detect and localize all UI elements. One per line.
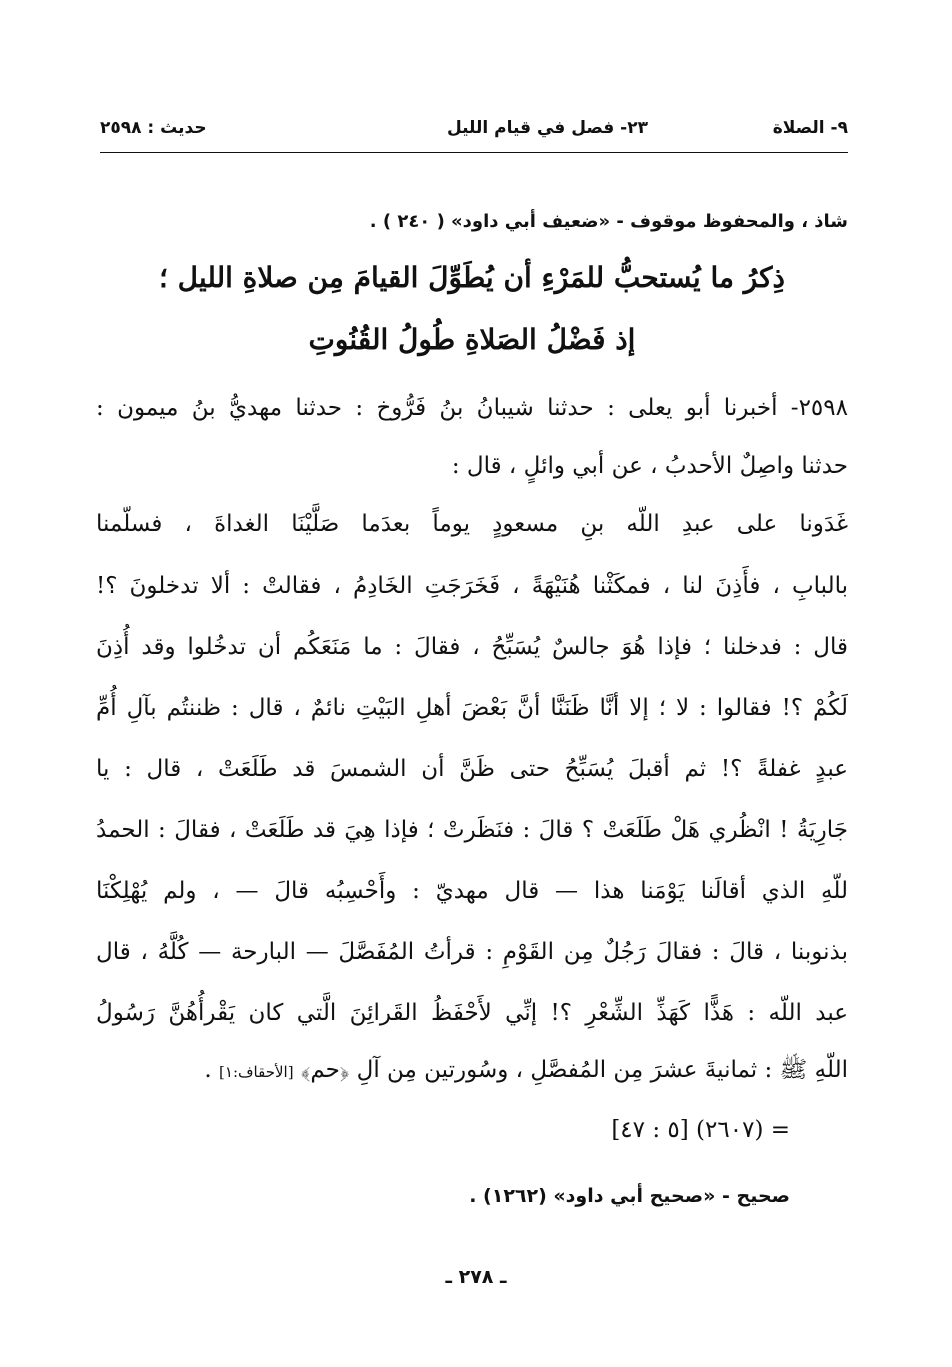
matn-line: بذنوبنا ، قالَ : فقالَ رَجُلٌ مِن القَوْمِ : قرأتُ المُفَصَّلَ — البارحة — كُلَّهُ ، قال <box>96 939 848 965</box>
header-rule <box>100 152 848 153</box>
running-header <box>100 110 848 144</box>
cross-reference: = (٢٦٠٧) [٥ : ٤٧] <box>611 1117 790 1143</box>
matn-line: عبدٍ غفلةً ؟! ثم أقبلَ يُسَبِّحُ حتى ظَنَّ أن الشمسَ قد طَلَعَتْ ، قال : يا <box>96 756 848 782</box>
isnad-line-2: حدثنا واصِلٌ الأحدبُ ، عن أبي وائلٍ ، قال : <box>451 453 848 479</box>
chapter-heading-line-2: إذ فَضْلُ الصَلاةِ طُولُ القُنُوتِ <box>308 323 636 356</box>
matn-line: عبد اللّه : هَذًّا كَهَذِّ الشِّعْرِ ؟! إنِّي لأَحْفَظُ القَرائِنَ الَّتي كان يَقْرأُهُنَّ رَسُولُ <box>96 1000 848 1026</box>
hadith-number: حديث : ٢٥٩٨ <box>100 118 207 138</box>
quran-reference: [الأحقاف:١] <box>219 1063 294 1081</box>
page-number: ـ ٢٧٨ ـ <box>445 1266 507 1288</box>
matn-line: قال : فدخلنا ؛ فإذا هُوَ جالسٌ يُسَبِّحُ ، فقالَ : ما مَنَعَكُم أن تدخُلوا وقد أُذِنَ <box>96 634 848 660</box>
isnad-line-1: ٢٥٩٨- أخبرنا أبو يعلى : حدثنا شيبانُ بنُ فَرُّوخ : حدثنا مهديُّ بنُ ميمون : <box>96 395 848 421</box>
chapter-heading-line-1: ذِكرُ ما يُستحبُّ للمَرْءِ أن يُطَوِّلَ القيامَ مِن صلاةِ الليل ؛ <box>159 261 785 294</box>
matn-final-line <box>96 1050 848 1092</box>
matn-line: لَكُمْ ؟! فقالوا : لا ؛ إلا أنَّا ظَنَنَّا أنَّ بَعْضَ أهلِ البَيْتِ نائمٌ ، قال : ظننتُم بآلِ أُمِّ <box>96 695 848 721</box>
matn-line: غَدَونا على عبدِ اللّه بنِ مسعودٍ يوماً بعدَما صَلَّيْنَا الغداةَ ، فسلّمنا <box>96 511 848 537</box>
matn-final-end: . <box>204 1057 212 1083</box>
matn-line: بالبابِ ، فأَذِنَ لنا ، فمكَثْنا هُنَيْهَةً ، فَخَرَجَتِ الخَادِمُ ، فقالتْ : ألا تدخلونَ ؟! <box>96 573 848 599</box>
authenticity-grade: صحيح - «صحيح أبي داود» (١٢٦٢) . <box>469 1185 790 1207</box>
chapter-title: ٩- الصلاة <box>772 118 848 138</box>
section-title: ٢٣- فصل في قيام الليل <box>446 118 648 138</box>
matn-line: جَارِيَةُ ! انْظُري هَلْ طَلَعَتْ ؟ قالَ : فنَظَرتْ ؛ فإذا هِيَ قد طَلَعَتْ ، فقالَ : الحمدُ <box>96 817 848 843</box>
matn-line: للّهِ الذي أقالَنا يَوْمَنا هذا — قال مهديّ : وأَحْسِبُه قالَ — ، ولم يُهْلِكْنَا <box>96 878 848 904</box>
previous-hadith-note: شاذ ، والمحفوظ موقوف - «ضعيف أبي داود» ( ٢٤٠ ) . <box>369 211 848 232</box>
matn-final-text: اللّهِ ﷺ : ثمانيةَ عشرَ مِن المُفصَّلِ ، وسُورتين مِن آلِ ﴿حم﴾ <box>300 1057 848 1083</box>
